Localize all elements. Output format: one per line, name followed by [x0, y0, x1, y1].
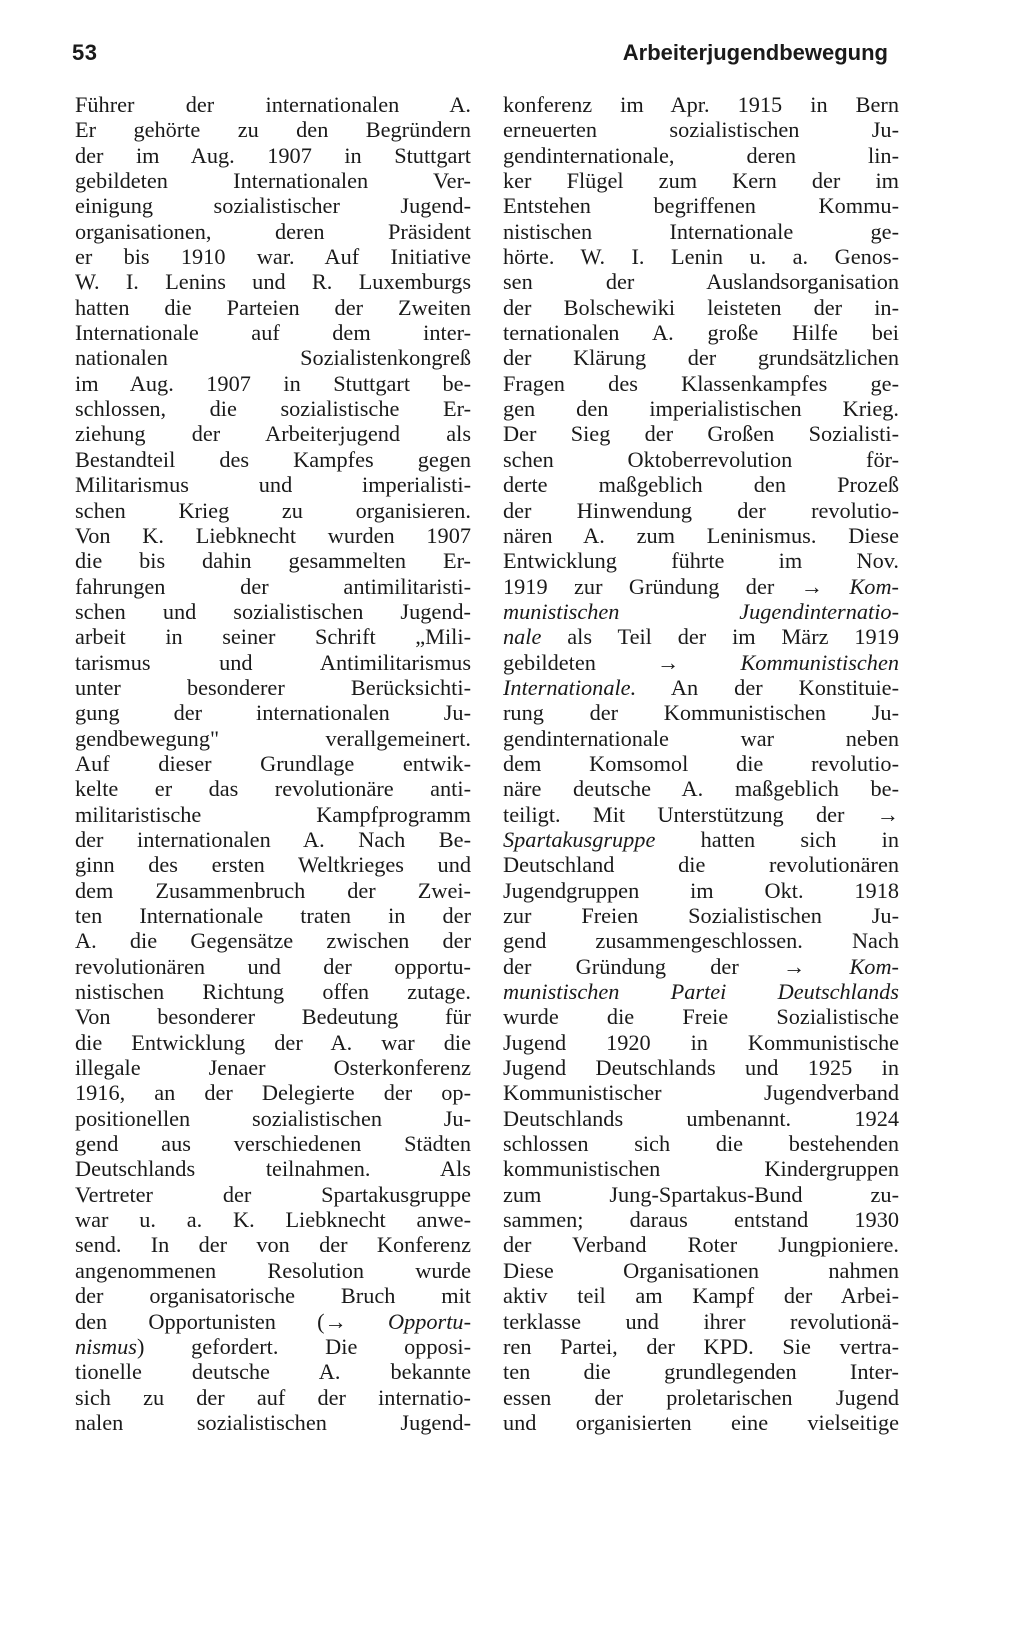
text-line [75, 1055, 471, 1080]
text-segment: nären A. zum Leninismus. Diese [503, 522, 899, 548]
text-segment: essen der proletarischen Jugend [503, 1384, 899, 1410]
text-line [503, 979, 899, 1004]
italic-text: Spartakusgruppe [503, 826, 656, 852]
text-segment: derte maßgeblich den Prozeß [503, 472, 899, 498]
text-line [75, 345, 471, 370]
text-line [75, 1232, 471, 1257]
text-segment: der organisatorische Bruch mit [75, 1283, 471, 1309]
text-segment: tarismus und Antimilitarismus [75, 649, 471, 675]
text-line [503, 193, 899, 218]
text-line [503, 726, 899, 751]
italic-text: nale [503, 624, 542, 650]
text-segment: nistischen Internationale ge- [503, 218, 899, 244]
text-segment: hörte. W. I. Lenin u. a. Genos- [503, 244, 899, 270]
text-segment: hatten die Parteien der Zweiten [75, 294, 471, 320]
text-segment: als Teil der im März 1919 [541, 624, 899, 650]
text-segment: unter besonderer Berücksichti- [75, 674, 471, 700]
text-segment: Jugend 1920 in Kommunistische [503, 1029, 899, 1055]
text-segment: Auf dieser Grundlage entwik- [75, 750, 471, 776]
text-segment: revolutionären und der opportu- [75, 953, 471, 979]
text-segment: gebildeten → [503, 649, 741, 675]
text-line [75, 421, 471, 446]
text-segment: gen den imperialistischen Krieg. [503, 396, 899, 422]
text-line [503, 1207, 899, 1232]
text-segment: An der Konstituie- [636, 674, 899, 700]
text-segment: Diese Organisationen nahmen [503, 1257, 899, 1283]
text-line [75, 1309, 471, 1334]
text-segment: der im Aug. 1907 in Stuttgart [75, 142, 471, 168]
running-head: Arbeiterjugendbewegung [622, 40, 888, 65]
text-line [503, 1359, 899, 1384]
text-line [75, 1156, 471, 1181]
text-segment: die Entwicklung der A. war die [75, 1029, 471, 1055]
text-line [75, 675, 471, 700]
text-line [503, 92, 899, 117]
text-segment: zur Freien Sozialistischen Ju- [503, 903, 899, 928]
text-line [503, 447, 899, 472]
text-line [503, 1258, 899, 1283]
text-segment: schen Krieg zu organisieren. [75, 497, 471, 523]
text-line [75, 396, 471, 421]
text-segment: W. I. Lenins und R. Luxemburgs [75, 269, 471, 295]
text-segment: hatten sich in [655, 826, 899, 852]
text-segment: illegale Jenaer Osterkonferenz [75, 1055, 471, 1081]
text-line [75, 700, 471, 725]
text-segment: Internationale auf dem inter- [75, 320, 471, 346]
text-segment: fahrungen der antimilitaristi- [75, 573, 471, 599]
text-segment: sammen; daraus entstand 1930 [503, 1207, 899, 1233]
text-segment: erneuerten sozialistischen Ju- [503, 117, 899, 143]
text-segment: und organisierten eine vielseitige [503, 1409, 899, 1435]
text-line [75, 827, 471, 852]
text-line [503, 396, 899, 421]
text-line [75, 1131, 471, 1156]
text-segment: der Hinwendung der revolutio- [503, 497, 899, 523]
text-line [75, 650, 471, 675]
text-line [503, 776, 899, 801]
text-line [75, 776, 471, 801]
text-segment: sen der Auslandsorganisation [503, 269, 899, 295]
italic-text: Kom- [849, 573, 899, 599]
text-line [503, 1385, 899, 1410]
text-segment: den Opportunisten (→ [75, 1308, 388, 1334]
text-segment: Vertreter der Spartakusgruppe [75, 1181, 471, 1207]
text-line [503, 345, 899, 370]
text-line [75, 117, 471, 142]
text-segment: nalen sozialistischen Jugend- [75, 1409, 471, 1435]
text-line [75, 472, 471, 497]
text-line [503, 498, 899, 523]
text-segment: gebildeten Internationalen Ver- [75, 168, 471, 194]
text-line [503, 1106, 899, 1131]
text-segment: A. die Gegensätze zwischen der [75, 928, 471, 954]
text-line [75, 624, 471, 649]
text-segment: schlossen, die sozialistische Er- [75, 396, 471, 422]
text-line [503, 928, 899, 953]
text-line [503, 1309, 899, 1334]
text-segment: kelte er das revolutionäre anti- [75, 776, 471, 802]
text-line [503, 1156, 899, 1181]
text-segment: der Bolschewiki leisteten der in- [503, 294, 899, 320]
text-column-right [503, 92, 899, 1435]
text-segment: Militarismus und imperialisti- [75, 472, 471, 498]
text-line [503, 143, 899, 168]
text-segment: Er gehörte zu den Begründern [75, 117, 471, 143]
text-line [75, 1385, 471, 1410]
text-segment: organisationen, deren Präsident [75, 218, 471, 244]
text-segment: im Aug. 1907 in Stuttgart be- [75, 370, 471, 396]
text-line [503, 117, 899, 142]
text-segment: Von K. Liebknecht wurden 1907 [75, 522, 471, 548]
text-segment: gend zusammengeschlossen. Nach [503, 928, 899, 954]
text-segment: Deutschlands umbenannt. 1924 [503, 1105, 899, 1131]
text-segment: aktiv teil am Kampf der Arbei- [503, 1283, 899, 1309]
text-line [503, 599, 899, 624]
text-line [75, 1359, 471, 1384]
text-segment: Kommunistischer Jugendverband [503, 1080, 899, 1106]
text-line [75, 1334, 471, 1359]
text-line [503, 320, 899, 345]
text-segment: terklasse und ihrer revolutionä- [503, 1308, 899, 1334]
text-line [75, 928, 471, 953]
text-segment: schlossen sich die bestehenden [503, 1131, 899, 1157]
italic-text: Kommunistischen [740, 649, 899, 675]
italic-text: munistischen Jugendinternatio- [503, 598, 899, 624]
text-line [503, 1410, 899, 1435]
italic-text: munistischen Partei Deutschlands [503, 979, 899, 1005]
text-line [75, 143, 471, 168]
text-line [503, 1030, 899, 1055]
text-line [75, 498, 471, 523]
text-line [503, 244, 899, 269]
text-line [503, 878, 899, 903]
text-line [75, 269, 471, 294]
italic-text: nismus [75, 1333, 137, 1359]
text-line [503, 1080, 899, 1105]
text-segment: war u. a. K. Liebknecht anwe- [75, 1207, 471, 1233]
text-line [75, 903, 471, 928]
text-line [503, 523, 899, 548]
text-line [75, 219, 471, 244]
text-line [75, 320, 471, 345]
text-line [75, 802, 471, 827]
text-line [75, 1106, 471, 1131]
text-line [75, 193, 471, 218]
text-segment: gendinternationale war neben [503, 725, 899, 751]
text-segment: ten die grundlegenden Inter- [503, 1359, 899, 1385]
text-segment: arbeit in seiner Schrift „Mili- [75, 624, 471, 650]
text-line [503, 802, 899, 827]
text-line [503, 548, 899, 573]
text-segment: nationalen Sozialistenkongreß [75, 345, 471, 371]
text-line [503, 827, 899, 852]
text-line [75, 979, 471, 1004]
text-line [503, 168, 899, 193]
text-line [503, 954, 899, 979]
italic-text: Internationale. [503, 674, 637, 700]
text-segment: konferenz im Apr. 1915 in Bern [503, 92, 899, 117]
text-line [75, 852, 471, 877]
text-segment: tionelle deutsche A. bekannte [75, 1359, 471, 1385]
text-line [503, 1055, 899, 1080]
text-segment: 1919 zur Gründung der → [503, 573, 850, 599]
text-line [503, 700, 899, 725]
text-line [75, 726, 471, 751]
text-segment: schen und sozialistischen Jugend- [75, 598, 471, 624]
text-segment: ren Partei, der KPD. Sie vertra- [503, 1333, 899, 1359]
text-line [503, 269, 899, 294]
text-segment: Jugend Deutschlands und 1925 in [503, 1055, 899, 1081]
text-line [503, 371, 899, 396]
text-segment: nistischen Richtung offen zutage. [75, 979, 471, 1005]
text-line [75, 1283, 471, 1308]
text-segment: der internationalen A. Nach Be- [75, 826, 471, 852]
text-line [503, 1283, 899, 1308]
text-segment: ten Internationale traten in der [75, 903, 471, 928]
text-line [503, 903, 899, 928]
text-segment: angenommenen Resolution wurde [75, 1257, 471, 1283]
text-segment: sich zu der auf der internatio- [75, 1384, 471, 1410]
text-segment: näre deutsche A. maßgeblich be- [503, 776, 899, 802]
text-segment: der Gründung der → [503, 953, 850, 979]
text-segment: Entstehen begriffenen Kommu- [503, 193, 899, 219]
text-segment: der Klärung der grundsätzlichen [503, 345, 899, 371]
text-segment: Deutschlands teilnahmen. Als [75, 1156, 471, 1182]
text-segment: Führer der internationalen A. [75, 92, 471, 117]
text-line [75, 447, 471, 472]
text-line [75, 1207, 471, 1232]
text-line [75, 599, 471, 624]
text-line [75, 878, 471, 903]
text-segment: Jugendgruppen im Okt. 1918 [503, 877, 899, 903]
text-segment: positionellen sozialistischen Ju- [75, 1105, 471, 1131]
text-segment: militaristische Kampfprogramm [75, 801, 471, 827]
text-segment: die bis dahin gesammelten Er- [75, 548, 471, 574]
text-segment: dem Komsomol die revolutio- [503, 750, 899, 776]
page-number: 53 [72, 40, 98, 65]
text-line [75, 1258, 471, 1283]
text-segment: Entwicklung führte im Nov. [503, 548, 899, 574]
text-line [503, 295, 899, 320]
text-segment: gendbewegung" verallgemeinert. [75, 725, 471, 751]
text-segment: einigung sozialistischer Jugend- [75, 193, 471, 219]
text-segment: rung der Kommunistischen Ju- [503, 700, 899, 726]
text-line [503, 1182, 899, 1207]
text-line [503, 574, 899, 599]
italic-text: Kom- [849, 953, 899, 979]
text-line [503, 219, 899, 244]
text-line [503, 1004, 899, 1029]
text-segment: gung der internationalen Ju- [75, 700, 471, 726]
text-segment: Deutschland die revolutionären [503, 852, 899, 878]
text-line [75, 751, 471, 776]
text-segment: ziehung der Arbeiterjugend als [75, 421, 471, 447]
text-segment: schen Oktoberrevolution för- [503, 446, 899, 472]
text-line [503, 1131, 899, 1156]
text-column-left [75, 92, 471, 1435]
text-line [75, 92, 471, 117]
text-line [75, 1004, 471, 1029]
text-segment: gendinternationale, deren lin- [503, 142, 899, 168]
text-segment: Bestandteil des Kampfes gegen [75, 446, 471, 472]
text-line [503, 675, 899, 700]
text-segment: Der Sieg der Großen Sozialisti- [503, 421, 899, 447]
text-line [503, 1232, 899, 1257]
text-segment: ) gefordert. Die opposi- [136, 1333, 471, 1359]
text-line [503, 650, 899, 675]
text-segment: ginn des ersten Weltkrieges und [75, 852, 471, 878]
text-segment: wurde die Freie Sozialistische [503, 1004, 899, 1030]
text-line [75, 168, 471, 193]
text-line [503, 1334, 899, 1359]
text-line [75, 1080, 471, 1105]
text-segment: send. In der von der Konferenz [75, 1232, 471, 1258]
text-segment: kommunistischen Kindergruppen [503, 1156, 899, 1182]
text-line [503, 472, 899, 497]
text-line [75, 244, 471, 269]
italic-text: Opportu- [388, 1308, 471, 1334]
text-segment: Von besonderer Bedeutung für [75, 1004, 471, 1030]
text-segment: er bis 1910 war. Auf Initiative [75, 244, 471, 270]
text-line [75, 371, 471, 396]
text-segment: dem Zusammenbruch der Zwei- [75, 877, 471, 903]
text-segment: gend aus verschiedenen Städten [75, 1131, 471, 1157]
text-segment: teiligt. Mit Unterstützung der → [503, 801, 899, 827]
text-line [75, 548, 471, 573]
text-line [75, 574, 471, 599]
text-line [503, 624, 899, 649]
text-line [75, 1182, 471, 1207]
text-line [503, 852, 899, 877]
text-line [75, 1030, 471, 1055]
text-line [75, 954, 471, 979]
text-segment: der Verband Roter Jungpioniere. [503, 1232, 899, 1258]
text-line [75, 523, 471, 548]
text-segment: zum Jung-Spartakus-Bund zu- [503, 1181, 899, 1207]
text-line [503, 421, 899, 446]
text-segment: ker Flügel zum Kern der im [503, 168, 899, 194]
text-line [75, 1410, 471, 1435]
text-segment: Fragen des Klassenkampfes ge- [503, 370, 899, 396]
text-segment: 1916, an der Delegierte der op- [75, 1080, 471, 1106]
text-line [503, 751, 899, 776]
text-line [75, 295, 471, 320]
text-segment: ternationalen A. große Hilfe bei [503, 320, 899, 346]
